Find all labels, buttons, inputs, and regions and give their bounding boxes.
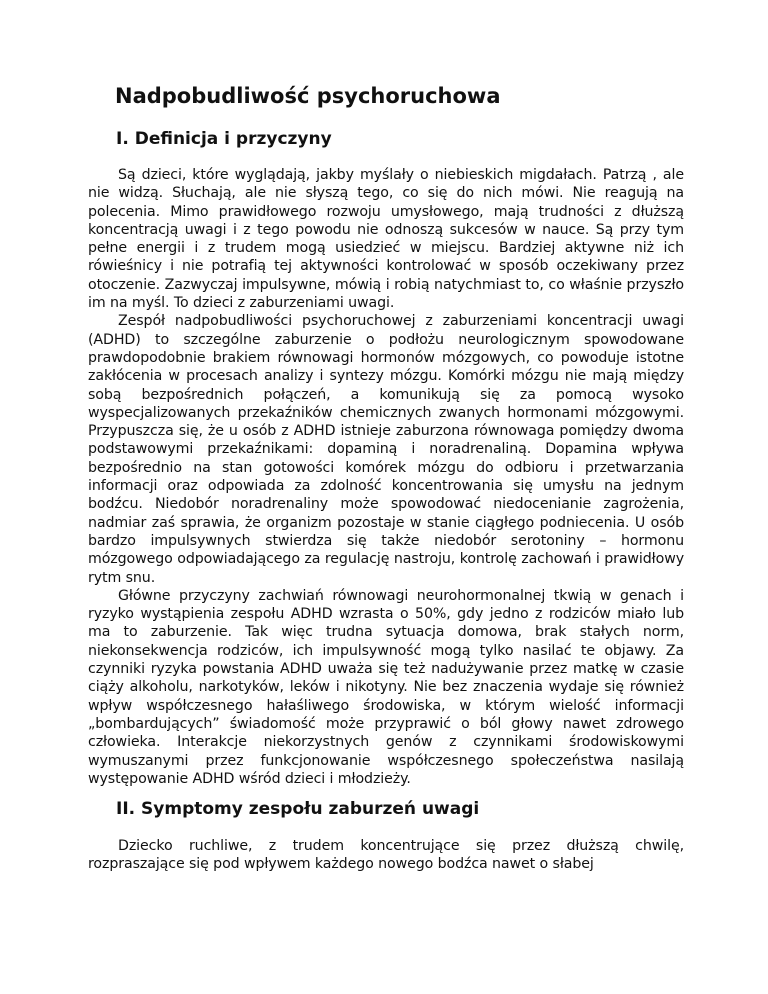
paragraph: Są dzieci, które wyglądają, jakby myślały o niebieskich migdałach. Patrzą , ale nie widzą. Słuchają, ale nie słyszą tego, co się do nich mówi. Nie reagują na polecenia. Mimo prawidłowego rozwoju umysłowego, mają trudności z dłuższą koncentracją uwagi i z tego powodu nie odnoszą sukcesów w nauce. Są przy tym pełne energii i z trudem mogą usiedzieć w miejscu. Bardziej aktywne niż ich rówieśnicy i nie potrafią tej aktywności kontrolować w sposób oczekiwany przez otoczenie. Zazwyczaj impulsywne, mówią i robią natychmiast to, co właśnie przyszło im na myśl. To dzieci z zaburzeniami uwagi. [88,167,684,312]
document-title: Nadpobudliwość psychoruchowa [115,84,501,108]
paragraph: Zespół nadpobudliwości psychoruchowej z zaburzeniami koncentracji uwagi (ADHD) to szczególne zaburzenie o podłożu neurologicznym spowodowane prawdopodobnie brakiem równowagi hormonów mózgowych, co powoduje istotne zakłócenia w procesach analizy i syntezy mózgu. Komórki mózgu nie mają między sobą bezpośrednich połączeń, a komunikują się za pomocą wysoko wyspecjalizowanych przekaźników chemicznych zwanych hormonami mózgowymi. Przypuszcza się, że u osób z ADHD istnieje zaburzona równowaga pomiędzy dwoma podstawowymi przekaźnikami: dopaminą i noradrenaliną. Dopamina wpływa bezpośrednio na stan gotowości komórek mózgu do odbioru i przetwarzania informacji oraz odpowiada za zdolność koncentrowania się umysłu na jednym bodźcu. Niedobór noradrenaliny może spowodować niedocenianie zagrożenia, nadmiar zaś sprawia, że organizm pozostaje w stanie ciągłego podniecenia. U osób bardzo impulsywnych stwierdza się także niedobór serotoniny – hormonu mózgowego odpowiadającego za regulację nastroju, kontrolę zachowań i prawidłowy rytm snu. [88,313,684,586]
section-heading-symptoms: II. Symptomy zespołu zaburzeń uwagi [116,799,480,820]
document-content [88,82,684,874]
section-heading-definition: I. Definicja i przyczyny [116,129,332,149]
paragraph: Główne przyczyny zachwiań równowagi neurohormonalnej tkwią w genach i ryzyko wystąpienia zespołu ADHD wzrasta o 50%, gdy jedno z rodziców miało lub ma to zaburzenie. Tak więc trudna sytuacja domowa, brak stałych norm, niekonsekwencja rodziców, ich impulsywność mogą tylko nasilać te objawy. Za czynniki ryzyka powstania ADHD uważa się też nadużywanie przez matkę w czasie ciąży alkoholu, narkotyków, leków i nikotyny. Nie bez znaczenia wydaje się również wpływ współczesnego hałaśliwego środowiska, w którym wielość informacji „bombardujących” świadomość może przyprawić o ból głowy nawet zdrowego człowieka. Interakcje niekorzystnych genów z czynnikami środowiskowymi wymuszanymi przez funkcjonowanie współczesnego społeczeństwa nasilają występowanie ADHD wśród dzieci i młodzieży. [88,587,684,787]
paragraph: Dziecko ruchliwe, z trudem koncentrujące się przez dłuższą chwilę, rozpraszające się pod wpływem każdego nowego bodźca nawet o słabej [88,838,684,873]
